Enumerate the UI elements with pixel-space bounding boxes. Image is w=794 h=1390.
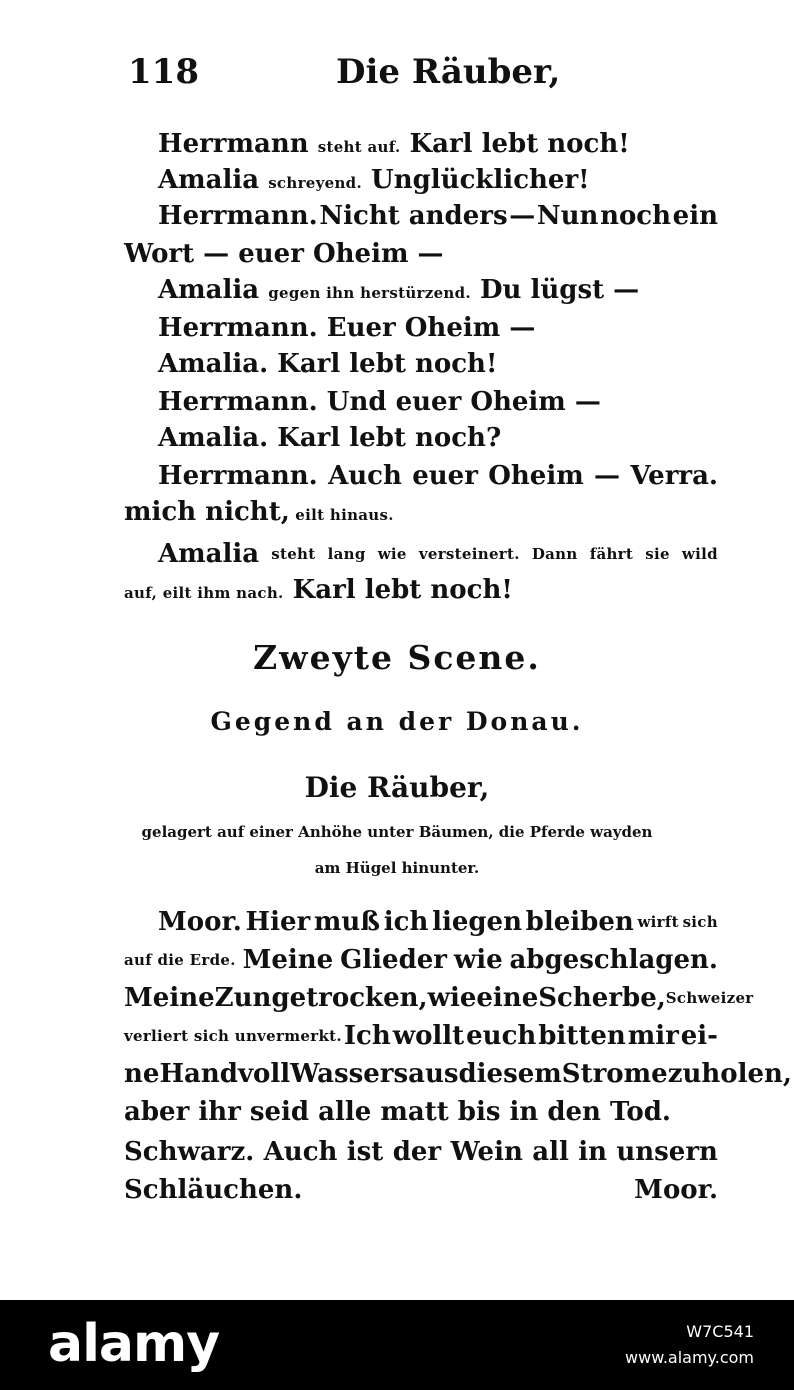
text-line xyxy=(0,272,794,308)
word: Wassers xyxy=(290,1059,409,1089)
watermark-bar xyxy=(0,1300,794,1390)
word: Glieder xyxy=(340,945,447,975)
word: Oheim xyxy=(488,461,584,491)
stage-direction: auf, eilt ihm nach. xyxy=(124,584,284,602)
line-text: Amalia xyxy=(158,165,269,195)
text-line xyxy=(0,942,794,978)
word: ei- xyxy=(680,1021,718,1051)
word: abgeschlagen. xyxy=(509,945,718,975)
brand-logo: alamy xyxy=(48,1314,220,1374)
stage-direction: steht auf. xyxy=(317,138,401,156)
word: Herrmann. xyxy=(158,201,318,231)
word: muß xyxy=(313,907,381,937)
text-line xyxy=(0,236,794,272)
word: euch xyxy=(466,1021,537,1051)
word: wollt xyxy=(392,1021,465,1051)
line-text: Unglücklicher! xyxy=(362,165,590,195)
word: Zunge xyxy=(214,983,307,1013)
word: — xyxy=(594,461,621,491)
stage-direction: fährt xyxy=(589,545,634,563)
stage-direction: am Hügel hinunter. xyxy=(314,859,480,877)
word: — xyxy=(509,201,536,231)
text-line xyxy=(0,346,794,382)
text-line xyxy=(0,420,794,456)
text-line xyxy=(0,458,794,494)
stage-direction: versteinert. xyxy=(418,545,520,563)
word: ne xyxy=(124,1059,160,1089)
scene-location: Gegend an der Donau. xyxy=(210,707,584,736)
text-line xyxy=(0,536,794,572)
stage-direction: auf die Erde. xyxy=(124,951,236,969)
word: Hier xyxy=(245,907,311,937)
text-line xyxy=(0,904,794,940)
line-text: Herrmann xyxy=(158,129,318,159)
stage-direction: verliert sich unvermerkt. xyxy=(124,1027,342,1045)
text-line xyxy=(0,572,794,608)
stage-direction: Schweizer xyxy=(665,989,754,1007)
line-text: Karl lebt noch! xyxy=(400,129,630,159)
page-number: 118 xyxy=(128,52,199,92)
word: Ich xyxy=(343,1021,391,1051)
image-id: W7C541 xyxy=(686,1322,754,1341)
scene-characters: Die Räuber, xyxy=(304,771,490,804)
word: Wein xyxy=(450,1137,523,1167)
text-line xyxy=(0,162,794,198)
word: ein xyxy=(672,201,718,231)
stage-direction: lang xyxy=(327,545,366,563)
word: Amalia xyxy=(158,539,260,569)
word: ich xyxy=(383,907,429,937)
word: Auch xyxy=(328,461,402,491)
text-line xyxy=(0,1056,794,1092)
word: trocken, xyxy=(306,983,428,1013)
word: wie xyxy=(427,983,477,1013)
word: Meine xyxy=(124,983,215,1013)
stage-direction: gegen ihn herstürzend. xyxy=(268,284,471,302)
word: der xyxy=(392,1137,442,1167)
line-text: Wort — euer Oheim — xyxy=(124,239,444,269)
stage-direction: wie xyxy=(377,545,407,563)
word: Schwarz. xyxy=(124,1137,255,1167)
word: all xyxy=(532,1137,569,1167)
stage-direction: sie xyxy=(645,545,670,563)
stage-direction: sich xyxy=(682,913,718,931)
word: eine xyxy=(476,983,539,1013)
stage-direction: schreyend. xyxy=(268,174,362,192)
word: diesem xyxy=(458,1059,562,1089)
text-line xyxy=(0,1094,794,1130)
word: ist xyxy=(346,1137,384,1167)
stage-direction: eilt hinaus. xyxy=(289,506,394,524)
stage-direction: wild xyxy=(681,545,718,563)
word: Nicht anders xyxy=(319,201,508,231)
word: Meine xyxy=(242,945,334,975)
word: zu xyxy=(667,1059,702,1089)
word: Schläuchen. xyxy=(124,1175,303,1205)
line-text: Du lügst — xyxy=(470,275,640,305)
word: aus xyxy=(408,1059,459,1089)
word: noch xyxy=(600,201,672,231)
line-text: Herrmann. Und euer Oheim — xyxy=(158,387,601,417)
line-text: Amalia xyxy=(158,275,269,305)
scene-heading: Zweyte Scene. xyxy=(253,638,541,677)
text-line xyxy=(0,1018,794,1054)
line-text: mich nicht, xyxy=(124,497,290,527)
word: Verra. xyxy=(630,461,718,491)
text-line xyxy=(0,1172,794,1208)
line-text: aber ihr seid alle matt bis in den Tod. xyxy=(124,1097,671,1127)
word: Strome xyxy=(561,1059,668,1089)
word: in xyxy=(578,1137,607,1167)
stage-direction: Dann xyxy=(531,545,578,563)
running-header xyxy=(128,52,668,102)
text-line xyxy=(0,1134,794,1170)
word: Moor. xyxy=(634,1175,718,1205)
text-line xyxy=(0,126,794,162)
running-title: Die Räuber, xyxy=(336,52,561,92)
word: Moor. xyxy=(158,907,242,937)
word: unsern xyxy=(616,1137,718,1167)
word: Nun xyxy=(536,201,599,231)
word: euer xyxy=(412,461,478,491)
word: holen, xyxy=(701,1059,792,1089)
word: mir xyxy=(627,1021,679,1051)
text-line xyxy=(0,494,794,530)
line-text: Amalia. Karl lebt noch? xyxy=(158,423,502,453)
word: Herrmann. xyxy=(158,461,318,491)
word: Auch xyxy=(263,1137,338,1167)
site-url: www.alamy.com xyxy=(625,1348,754,1367)
line-text: Karl lebt noch! xyxy=(283,575,513,605)
text-line xyxy=(0,980,794,1016)
stage-direction: steht xyxy=(271,545,316,563)
word: wie xyxy=(453,945,503,975)
stage-direction: gelagert auf einer Anhöhe unter Bäumen, die Pferde wayden xyxy=(141,823,653,841)
line-text: Amalia. Karl lebt noch! xyxy=(158,349,498,379)
word: bitten xyxy=(538,1021,626,1051)
text-line xyxy=(0,198,794,234)
word: Handvoll xyxy=(159,1059,291,1089)
stage-direction: wirft xyxy=(637,913,679,931)
word: liegen xyxy=(432,907,522,937)
text-line xyxy=(0,310,794,346)
word: Scherbe, xyxy=(538,983,666,1013)
text-line xyxy=(0,384,794,420)
word: bleiben xyxy=(525,907,634,937)
line-text: Herrmann. Euer Oheim — xyxy=(158,313,536,343)
